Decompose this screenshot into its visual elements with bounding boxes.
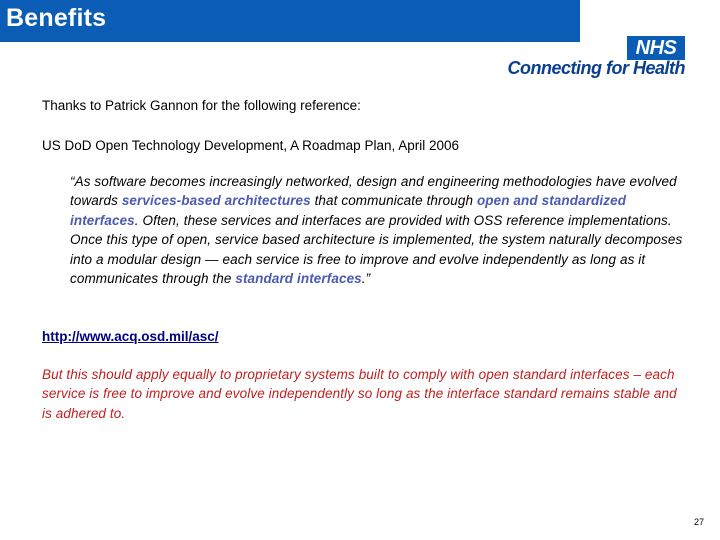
source-text: US DoD Open Technology Development, A Roadmap Plan, April 2006 — [42, 138, 460, 153]
quote-text: . Often, these services and interfaces are provided with OSS reference implementations. Once this type of open, service based architecture is implemented, the system naturally decomposes into a modular design — each service is free to improve and evolve independently as long as it communicates through the — [70, 212, 683, 287]
quote-text: that communicate through — [310, 193, 477, 209]
quote-text: .” — [361, 271, 371, 287]
page-number: 27 — [693, 517, 704, 527]
quote-block — [70, 172, 690, 288]
intro-text: Thanks to Patrick Gannon for the following reference: — [42, 98, 361, 113]
quote-text: “As software becomes increasingly networked, design and engineering methodologies have evolved towards — [70, 174, 677, 209]
reference-link-line — [42, 327, 219, 346]
quote-highlight: services-based architectures — [121, 193, 311, 209]
logo-tagline: Connecting for Health — [507, 58, 685, 78]
nhs-badge: NHS — [627, 36, 685, 60]
title-bar — [0, 0, 580, 42]
quote-highlight: standard interfaces — [235, 271, 362, 287]
slide-title: Benefits — [6, 4, 107, 32]
nhs-logo — [495, 36, 690, 82]
note-text: But this should apply equally to proprietary systems built to comply with open standard interfaces – each service is free to improve and evolve independently so long as the interface standard remains stable and is adhered to. — [42, 367, 677, 421]
quote-highlight: open and standardized interfaces — [70, 193, 627, 228]
reference-link[interactable]: http://www.acq.osd.mil/asc/ — [42, 329, 219, 344]
